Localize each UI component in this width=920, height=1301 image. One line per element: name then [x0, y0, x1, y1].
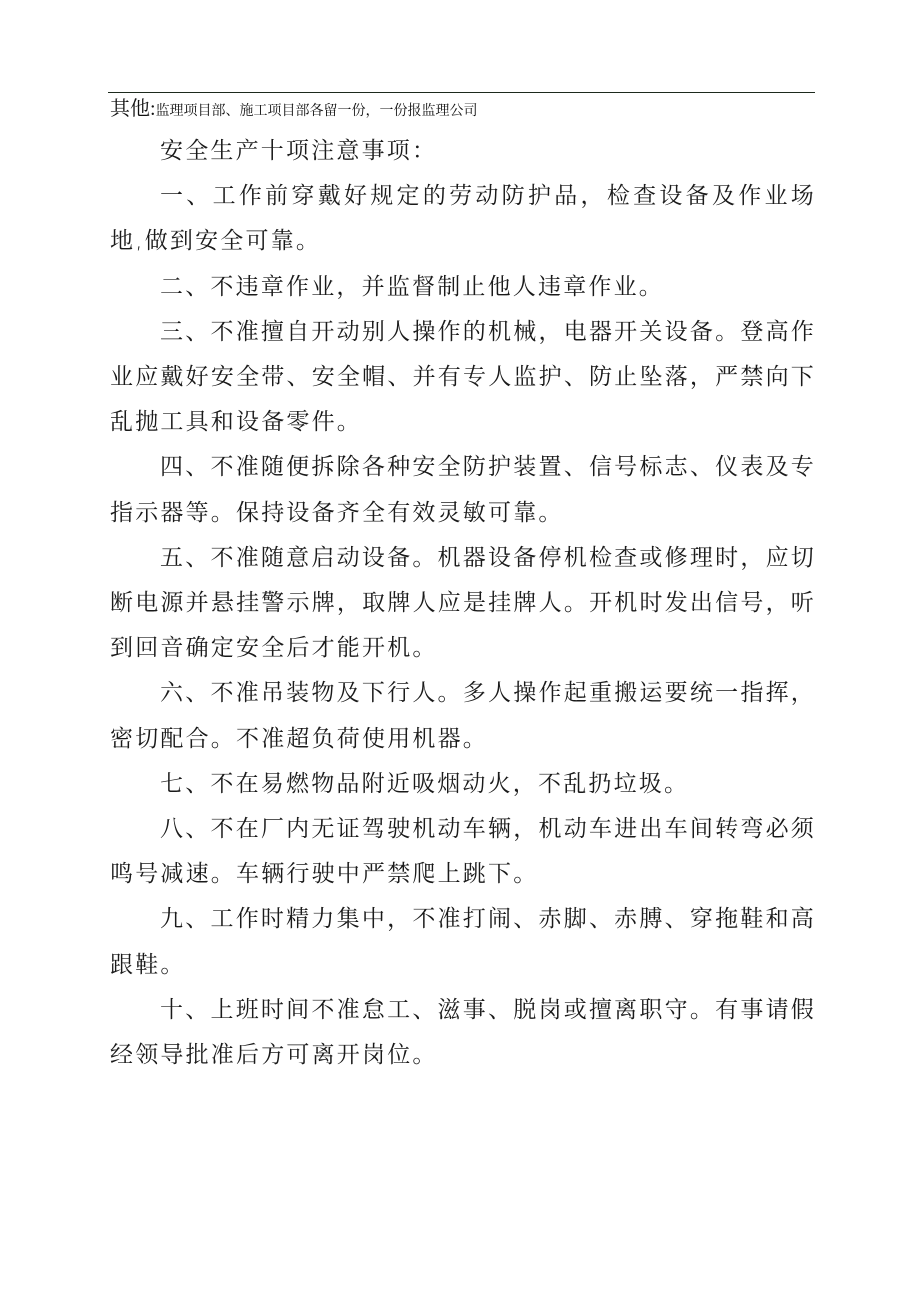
notice-item-4: 四、不准随便拆除各种安全防护装置、信号标志、仪表及专指示器等。保持设备齐全有效灵敏可靠。 [110, 454, 816, 526]
notice-item-6: 六、不准吊装物及下行人。多人操作起重搬运要统一指挥，密切配合。不准超负荷使用机器。 [110, 680, 816, 752]
notice-item-5: 五、不准随意启动设备。机器设备停机检查或修理时，应切断电源并悬挂警示牌，取牌人应是挂牌人。开机时发出信号，听到回音确定安全后才能开机。 [110, 544, 816, 662]
notice-item-2: 二、不违章作业，并监督制止他人违章作业。 [160, 273, 664, 300]
notice-title: 安全生产十项注意事项： [160, 138, 438, 164]
notice-item-3: 三、不准擅自开动别人操作的机械，电器开关设备。登高作业应戴好安全带、安全帽、并有专人监护、防止坠落，严禁向下乱抛工具和设备零件。 [110, 318, 816, 436]
other-label: 其他: [110, 98, 156, 120]
notice-item-10: 十、上班时间不准怠工、滋事、脱岗或擅离职守。有事请假经领导批准后方可离开岗位。 [110, 996, 816, 1069]
other-text: 监理项目部、施工项目部各留一份，一份报监理公司 [155, 104, 478, 119]
top-horizontal-rule [108, 92, 815, 93]
notice-item-9: 九、工作时精力集中，不准打闹、赤脚、赤膊、穿拖鞋和高跟鞋。 [110, 906, 816, 978]
notice-item-1: 一、工作前穿戴好规定的劳动防护品，检查设备及作业场地,做到安全可靠。 [110, 183, 816, 255]
safety-notice-body [110, 129, 816, 1078]
other-distribution-note [110, 96, 478, 125]
notice-item-7: 七、不在易燃物品附近吸烟动火，不乱扔垃圾。 [160, 770, 690, 797]
notice-item-8: 八、不在厂内无证驾驶机动车辆，机动车进出车间转弯必须鸣号减速。车辆行驶中严禁爬上跳下。 [110, 816, 816, 888]
